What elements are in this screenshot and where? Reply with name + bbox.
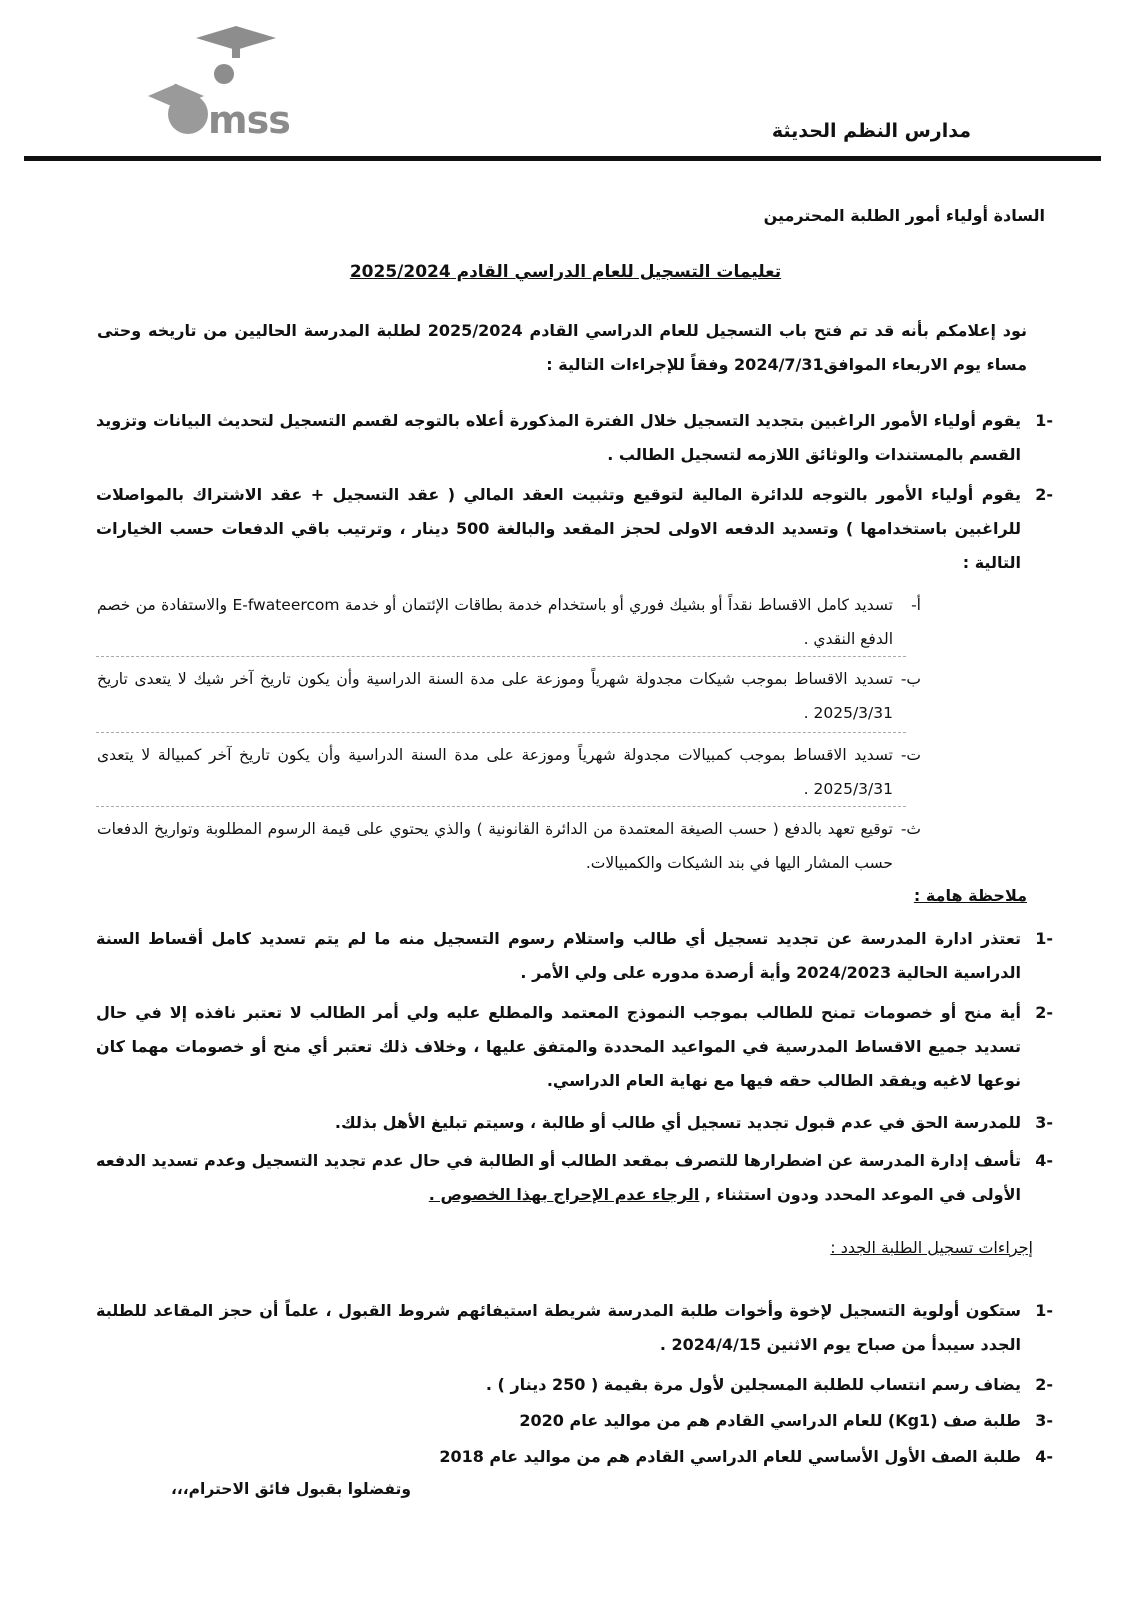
intro-paragraph: نود إعلامكم بأنه قد تم فتح باب التسجيل للعام الدراسي القادم 2025/2024 لطلبة المدرسة الحاليين من تاريخه وحتى مساء يوم الاربعاء الموافق2024/7/31 وفقاً للإجراءات التالية :: [97, 321, 1028, 374]
note-number: -2: [1035, 1003, 1053, 1022]
payment-option: [97, 588, 921, 656]
option-label: ب-: [900, 670, 921, 688]
note-number: -3: [1035, 1113, 1053, 1132]
school-name: مدارس النظم الحديثة: [771, 120, 971, 142]
new-step-number: -3: [1035, 1411, 1053, 1430]
option-divider: [96, 806, 906, 807]
new-student-step: [96, 1404, 1053, 1438]
step-number: -1: [1035, 411, 1053, 430]
option-text: تسديد الاقساط بموجب كمبيالات مجدولة شهرياً وموزعة على مدة السنة الدراسية وأن يكون تاريخ آخر كمبيالة لا يتعدى 2025/3/31 .: [97, 746, 893, 798]
new-step-number: -2: [1035, 1375, 1053, 1394]
step-item: [96, 478, 1053, 580]
important-note-heading: ملاحظة هامة :: [913, 886, 1027, 905]
option-label: ث-: [900, 820, 921, 838]
note-number: -4: [1035, 1151, 1053, 1170]
new-step-text: يضاف رسم انتساب للطلبة المسجلين لأول مرة بقيمة ( 250 دينار ) .: [485, 1375, 1021, 1394]
option-divider: [96, 656, 906, 657]
new-step-text: طلبة صف (Kg1) للعام الدراسي القادم هم من مواليد عام 2020: [519, 1411, 1021, 1430]
new-student-step: [96, 1368, 1053, 1402]
step-text: يقوم أولياء الأمور الراغبين بتجديد التسجيل خلال الفترة المذكورة أعلاه بالتوجه لقسم التسجيل لتحديث البيانات وتزويد القسم بالمستندات والوثائق اللازمه لتسجيل الطالب .: [96, 411, 1021, 464]
new-student-step: [96, 1440, 1053, 1474]
step-item: [96, 404, 1053, 472]
new-step-text: طلبة الصف الأول الأساسي للعام الدراسي القادم هم من مواليد عام 2018: [439, 1447, 1021, 1466]
logo-text: mss: [208, 98, 290, 142]
option-text: تسديد الاقساط بموجب شيكات مجدولة شهرياً وموزعة على مدة السنة الدراسية وأن يكون تاريخ آخر شيك لا يتعدى تاريخ 2025/3/31 .: [97, 670, 893, 722]
payment-option: [97, 812, 921, 880]
letter-title-text: تعليمات التسجيل للعام الدراسي القادم 2025/2024: [349, 262, 782, 282]
note-number: -1: [1035, 929, 1053, 948]
option-divider: [96, 732, 906, 733]
note-text: تعتذر ادارة المدرسة عن تجديد تسجيل أي طالب واستلام رسوم التسجيل منه ما لم يتم تسديد كامل أقساط السنة الدراسية الحالية 2024/2023 وأية أرصدة مدوره على ولي الأمر .: [96, 929, 1021, 982]
note-text: للمدرسة الحق في عدم قبول تجديد تسجيل أي طالب أو طالبة ، وسيتم تبليغ الأهل بذلك.: [334, 1113, 1021, 1132]
note-item: [96, 1144, 1053, 1212]
note-emphasis: الرجاء عدم الإحراج بهذا الخصوص .: [428, 1185, 700, 1204]
header-divider: [24, 156, 1101, 161]
salutation: السادة أولياء أمور الطلبة المحترمين: [763, 206, 1045, 225]
note-text: أية منح أو خصومات تمنح للطالب بموجب النموذج المعتمد والمطلع عليه ولي أمر الطالب لا تعتبر نافذه إلا في حال تسديد جميع الاقساط المدرسية في المواعيد المحددة والمتفق عليها ، وخلاف ذلك تعتبر أي منح أو خصومات مهما كان نوعها لاغيه ويفقد الطالب حقه فيها مع نهاية العام الدراسي.: [96, 1003, 1021, 1090]
letter-title: [0, 262, 1131, 282]
option-text: تسديد كامل الاقساط نقداً أو بشيك فوري أو باستخدام خدمة بطاقات الإئتمان أو خدمة E-fwateercom والاستفادة من خصم الدفع النقدي .: [97, 596, 894, 648]
option-label: ت-: [900, 746, 921, 764]
note-item: [96, 996, 1053, 1098]
new-student-step: [96, 1294, 1053, 1362]
note-item: [96, 1106, 1053, 1140]
option-label: أ-: [911, 596, 921, 614]
closing-line: وتفضلوا بقبول فائق الاحترام،،،: [171, 1480, 411, 1498]
step-number: -2: [1035, 485, 1053, 504]
new-students-heading: إجراءات تسجيل الطلبة الجدد :: [830, 1238, 1033, 1257]
step-text: يقوم أولياء الأمور بالتوجه للدائرة المالية لتوقيع وتثبيت العقد المالي ( عقد التسجيل + عقد الاشتراك بالمواصلات للراغبين باستخدامها ) وتسديد الدفعه الاولى لحجز المقعد والبالغة 500 دينار ، وترتيب باقي الدفعات حسب الخيارات التالية :: [96, 485, 1021, 572]
payment-option: [97, 662, 921, 730]
new-step-text: ستكون أولوية التسجيل لإخوة وأخوات طلبة المدرسة شريطة استيفائهم شروط القبول ، علماً أن حجز المقاعد للطلبة الجدد سيبدأ من صباح يوم الاثنين 2024/4/15 .: [96, 1301, 1021, 1354]
note-item: [96, 922, 1053, 990]
note-text: تأسف إدارة المدرسة عن اضطرارها للتصرف بمقعد الطالب أو الطالبة في حال عدم تجديد التسجيل وعدم تسديد الدفعه الأولى في الموعد المحدد ودون استثناء ,: [96, 1151, 1021, 1204]
new-step-number: -4: [1035, 1447, 1053, 1466]
payment-option: [97, 738, 921, 806]
new-step-number: -1: [1035, 1301, 1053, 1320]
option-text: توقيع تعهد بالدفع ( حسب الصيغة المعتمدة من الدائرة القانونية ) والذي يحتوي على قيمة الرسوم المطلوبة وتواريخ الدفعات حسب المشار اليها في بند الشيكات والكمبيالات.: [97, 820, 893, 872]
